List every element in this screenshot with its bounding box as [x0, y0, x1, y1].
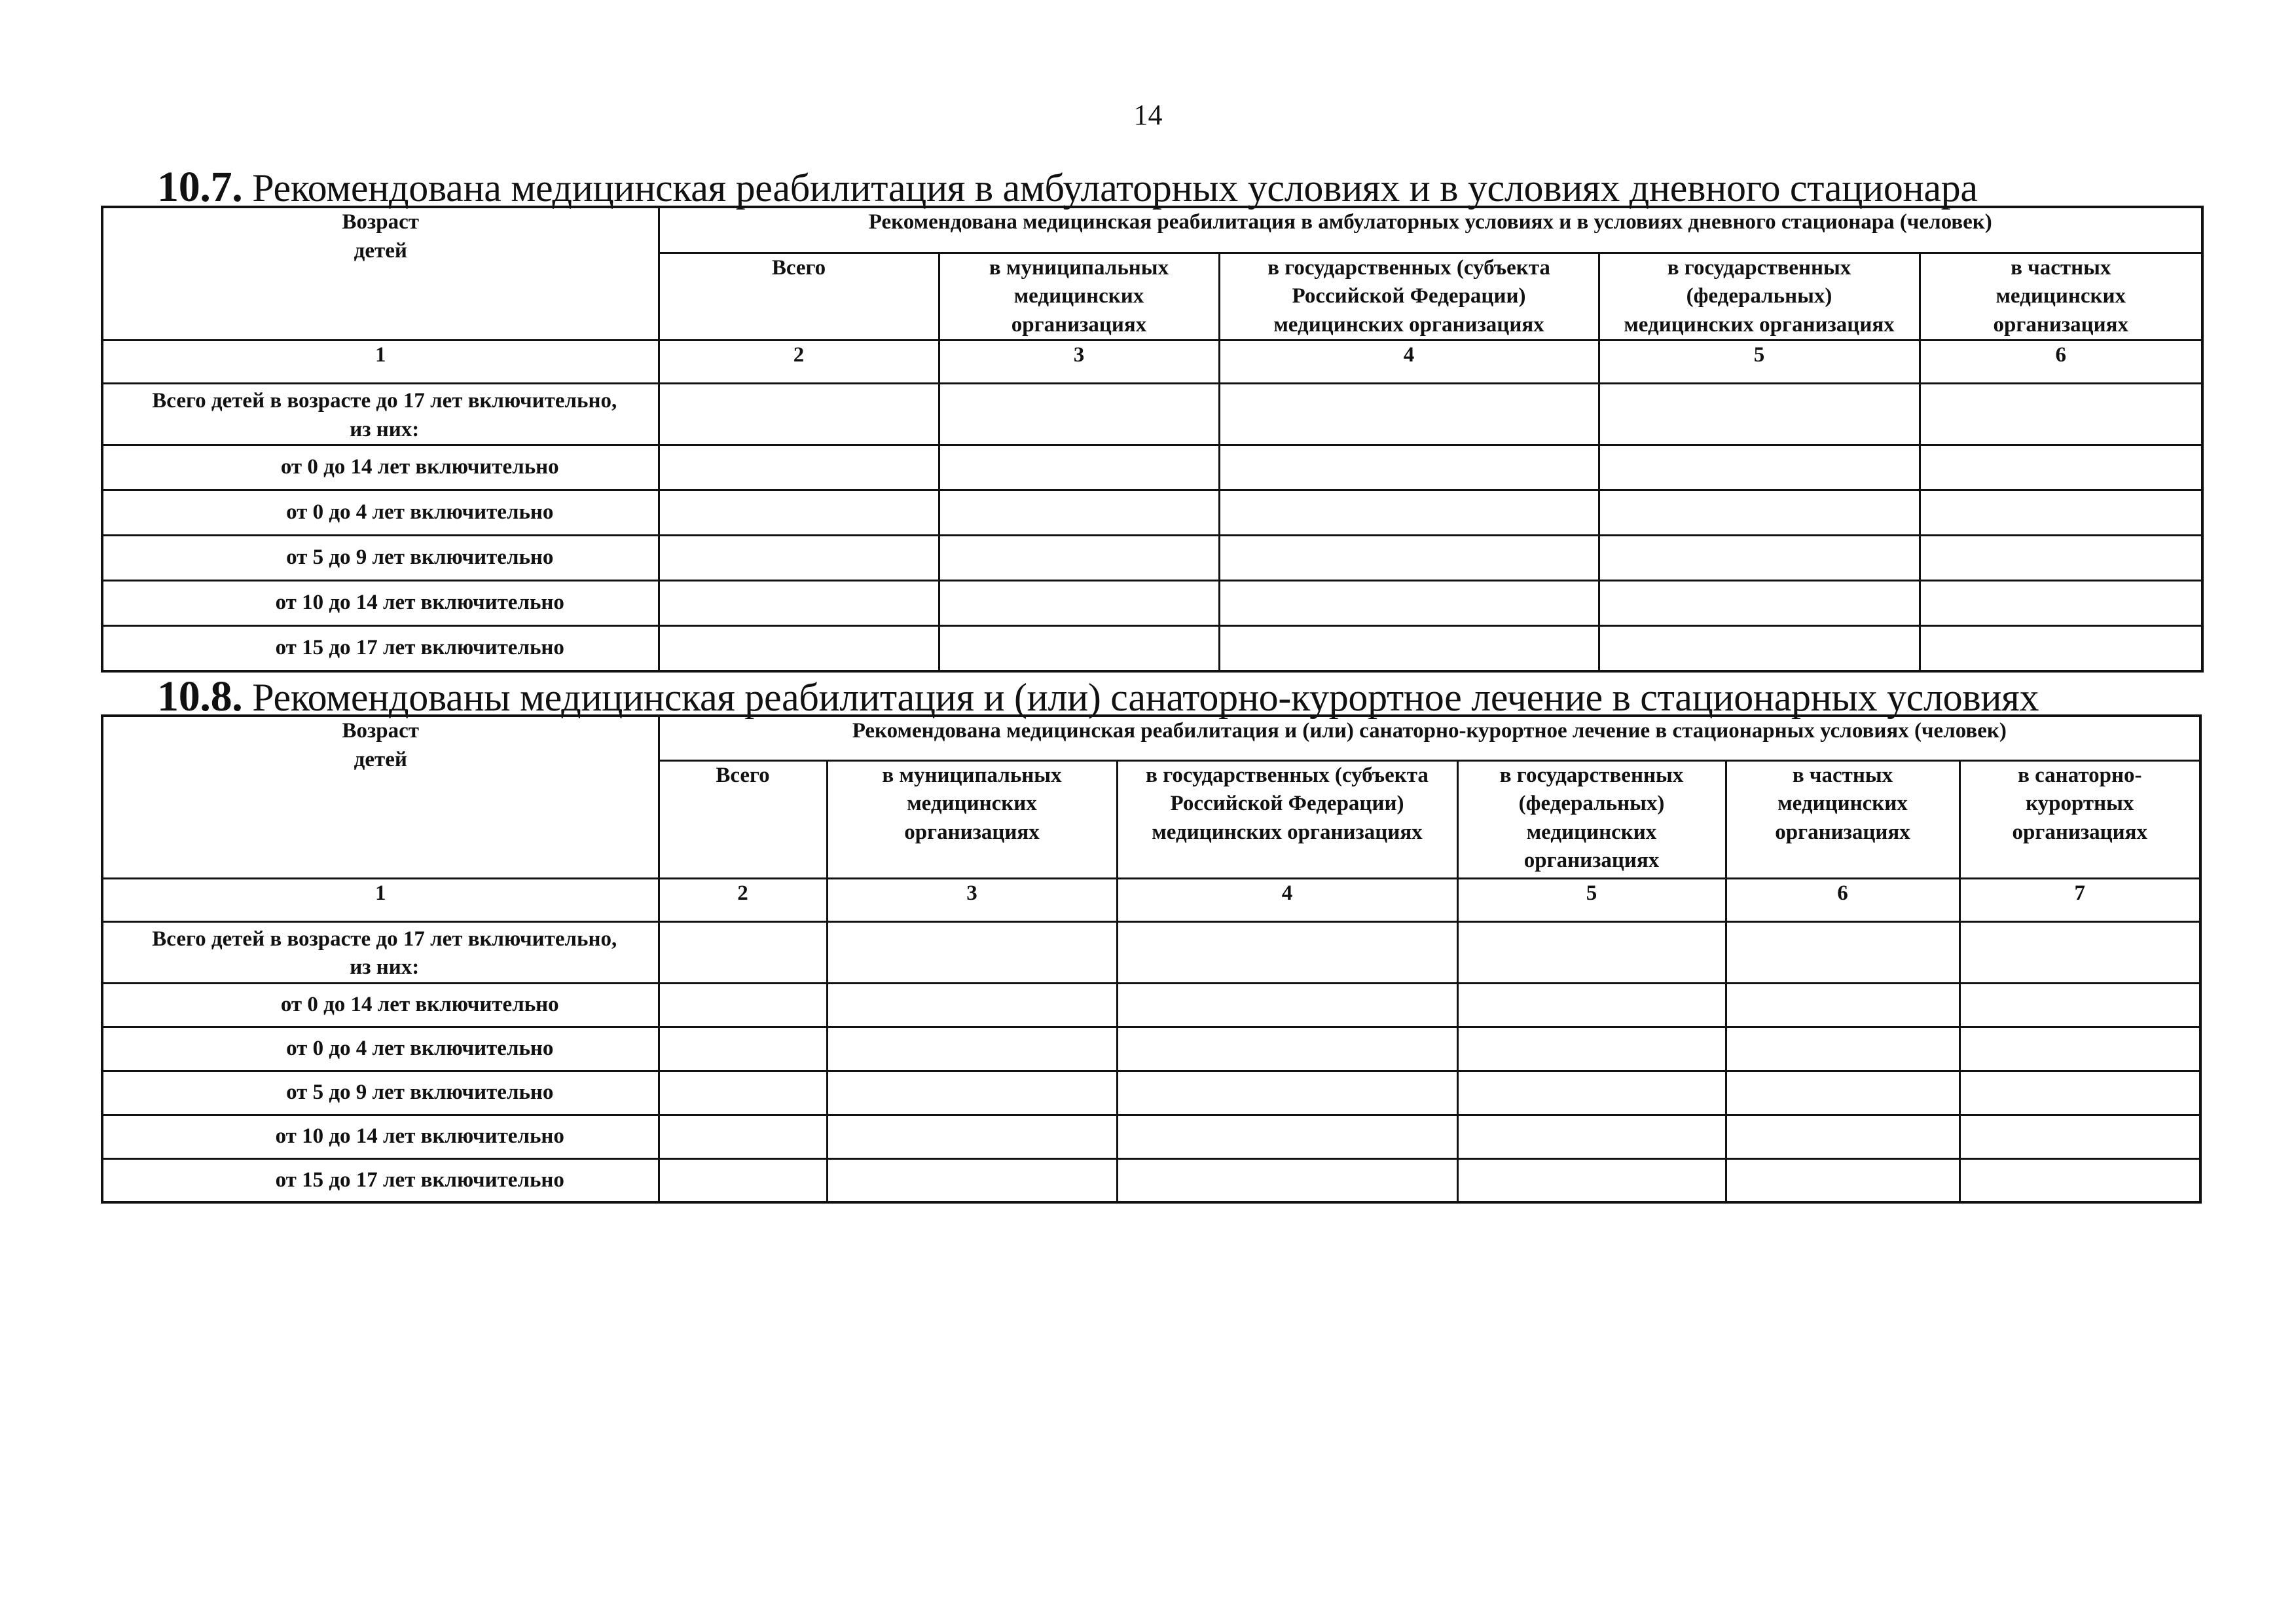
row-label: от 0 до 14 лет включительно	[102, 445, 659, 490]
data-cell[interactable]	[827, 1027, 1117, 1071]
data-cell[interactable]	[1219, 490, 1599, 536]
column-number: 3	[827, 878, 1117, 921]
data-cell[interactable]	[939, 445, 1219, 490]
data-cell[interactable]	[1219, 445, 1599, 490]
data-cell[interactable]	[1457, 1071, 1726, 1115]
data-cell[interactable]	[1117, 1115, 1457, 1158]
data-cell[interactable]	[659, 445, 939, 490]
column-header: в государственных (федеральных) медицинских организациях	[1457, 760, 1726, 878]
data-cell[interactable]	[1219, 626, 1599, 671]
data-cell[interactable]	[1457, 1027, 1726, 1071]
table-row	[102, 384, 2202, 445]
data-cell[interactable]	[1920, 581, 2202, 626]
table-row	[102, 536, 2202, 581]
data-cell[interactable]	[1599, 581, 1920, 626]
section-title-text: Рекомендованы медицинская реабилитация и (или) санаторно-курортное лечение в стационарных условиях	[252, 676, 2039, 719]
data-cell[interactable]	[1457, 921, 1726, 983]
data-cell[interactable]	[1726, 1115, 1959, 1158]
data-cell[interactable]	[827, 1071, 1117, 1115]
data-cell[interactable]	[939, 384, 1219, 445]
age-header: Возраст детей	[102, 207, 659, 341]
row-label: от 5 до 9 лет включительно	[102, 1071, 659, 1115]
section-title-text: Рекомендована медицинская реабилитация в амбулаторных условиях и в условиях дневного стационара	[252, 166, 1978, 210]
data-cell[interactable]	[659, 384, 939, 445]
data-cell[interactable]	[1920, 445, 2202, 490]
column-header: Всего	[659, 253, 939, 341]
column-number: 2	[659, 341, 939, 384]
data-cell[interactable]	[1920, 536, 2202, 581]
table-row	[102, 1158, 2200, 1202]
row-label: от 15 до 17 лет включительно	[102, 626, 659, 671]
data-cell[interactable]	[827, 921, 1117, 983]
data-cell[interactable]	[827, 1115, 1117, 1158]
data-cell[interactable]	[1726, 983, 1959, 1027]
data-cell[interactable]	[1457, 983, 1726, 1027]
data-cell[interactable]	[1726, 1158, 1959, 1202]
page-number: 14	[1133, 99, 1163, 131]
column-number: 6	[1920, 341, 2202, 384]
column-header: в государственных (субъекта Российской Федерации) медицинских организациях	[1117, 760, 1457, 878]
table-10-8	[101, 714, 2202, 1204]
column-number: 3	[939, 341, 1219, 384]
column-header: в санаторно- курортных организациях	[1959, 760, 2200, 878]
data-cell[interactable]	[1959, 1115, 2200, 1158]
group-header: Рекомендована медицинская реабилитация и (или) санаторно-курортное лечение в стационарных условиях (человек)	[659, 716, 2200, 760]
section-title-10-8	[157, 675, 2039, 718]
section-number: 10.7.	[157, 163, 243, 211]
data-cell[interactable]	[1219, 536, 1599, 581]
row-label: Всего детей в возрасте до 17 лет включительно, из них:	[102, 384, 659, 445]
data-cell[interactable]	[1726, 921, 1959, 983]
column-header: в муниципальных медицинских организациях	[939, 253, 1219, 341]
data-cell[interactable]	[659, 626, 939, 671]
data-cell[interactable]	[939, 490, 1219, 536]
table-row	[102, 490, 2202, 536]
row-label: от 15 до 17 лет включительно	[102, 1158, 659, 1202]
section-title-10-7	[157, 163, 1978, 211]
data-cell[interactable]	[659, 1027, 827, 1071]
data-cell[interactable]	[659, 983, 827, 1027]
column-header: в государственных (федеральных) медицинских организациях	[1599, 253, 1920, 341]
data-cell[interactable]	[659, 1071, 827, 1115]
row-label: от 10 до 14 лет включительно	[102, 581, 659, 626]
column-number: 6	[1726, 878, 1959, 921]
data-cell[interactable]	[1920, 490, 2202, 536]
table-row	[102, 921, 2200, 983]
section-number: 10.8.	[157, 673, 243, 720]
column-number: 5	[1599, 341, 1920, 384]
data-cell[interactable]	[1920, 384, 2202, 445]
column-header: в частных медицинских организациях	[1920, 253, 2202, 341]
age-header: Возраст детей	[102, 716, 659, 878]
data-cell[interactable]	[1117, 1027, 1457, 1071]
data-cell[interactable]	[1457, 1158, 1726, 1202]
group-header: Рекомендована медицинская реабилитация в амбулаторных условиях и в условиях дневного стационара (человек)	[659, 207, 2202, 253]
data-cell[interactable]	[939, 626, 1219, 671]
data-cell[interactable]	[1117, 983, 1457, 1027]
row-label: от 0 до 4 лет включительно	[102, 1027, 659, 1071]
data-cell[interactable]	[827, 1158, 1117, 1202]
data-cell[interactable]	[1457, 1115, 1726, 1158]
column-number: 4	[1117, 878, 1457, 921]
data-cell[interactable]	[939, 581, 1219, 626]
table-row	[102, 983, 2200, 1027]
data-cell[interactable]	[659, 536, 939, 581]
data-cell[interactable]	[1959, 983, 2200, 1027]
column-header: в муниципальных медицинских организациях	[827, 760, 1117, 878]
data-cell[interactable]	[1599, 384, 1920, 445]
column-number: 5	[1457, 878, 1726, 921]
data-cell[interactable]	[1959, 921, 2200, 983]
data-cell[interactable]	[1599, 536, 1920, 581]
table-row	[102, 1027, 2200, 1071]
column-header: Всего	[659, 760, 827, 878]
row-label: от 0 до 14 лет включительно	[102, 983, 659, 1027]
data-cell[interactable]	[659, 921, 827, 983]
data-cell[interactable]	[1219, 581, 1599, 626]
data-cell[interactable]	[1726, 1027, 1959, 1071]
data-cell[interactable]	[659, 490, 939, 536]
column-number: 7	[1959, 878, 2200, 921]
data-cell[interactable]	[1117, 1071, 1457, 1115]
table-row	[102, 581, 2202, 626]
table-row	[102, 445, 2202, 490]
table-row	[102, 1115, 2200, 1158]
data-cell[interactable]	[827, 983, 1117, 1027]
data-cell[interactable]	[1219, 384, 1599, 445]
column-number: 1	[102, 878, 659, 921]
row-label: Всего детей в возрасте до 17 лет включительно, из них:	[102, 921, 659, 983]
column-number: 1	[102, 341, 659, 384]
data-cell[interactable]	[1599, 445, 1920, 490]
data-cell[interactable]	[1726, 1071, 1959, 1115]
row-label: от 10 до 14 лет включительно	[102, 1115, 659, 1158]
data-cell[interactable]	[659, 581, 939, 626]
column-number: 4	[1219, 341, 1599, 384]
table-row	[102, 626, 2202, 671]
data-cell[interactable]	[659, 1115, 827, 1158]
data-cell[interactable]	[1959, 1071, 2200, 1115]
data-cell[interactable]	[1599, 490, 1920, 536]
column-header: в частных медицинских организациях	[1726, 760, 1959, 878]
column-header: в государственных (субъекта Российской Федерации) медицинских организациях	[1219, 253, 1599, 341]
row-label: от 0 до 4 лет включительно	[102, 490, 659, 536]
table-10-7	[101, 206, 2204, 673]
row-label: от 5 до 9 лет включительно	[102, 536, 659, 581]
data-cell[interactable]	[1599, 626, 1920, 671]
data-cell[interactable]	[1959, 1158, 2200, 1202]
data-cell[interactable]	[939, 536, 1219, 581]
data-cell[interactable]	[1920, 626, 2202, 671]
data-cell[interactable]	[1117, 1158, 1457, 1202]
data-cell[interactable]	[1959, 1027, 2200, 1071]
table-row	[102, 1071, 2200, 1115]
column-number: 2	[659, 878, 827, 921]
data-cell[interactable]	[1117, 921, 1457, 983]
data-cell[interactable]	[659, 1158, 827, 1202]
